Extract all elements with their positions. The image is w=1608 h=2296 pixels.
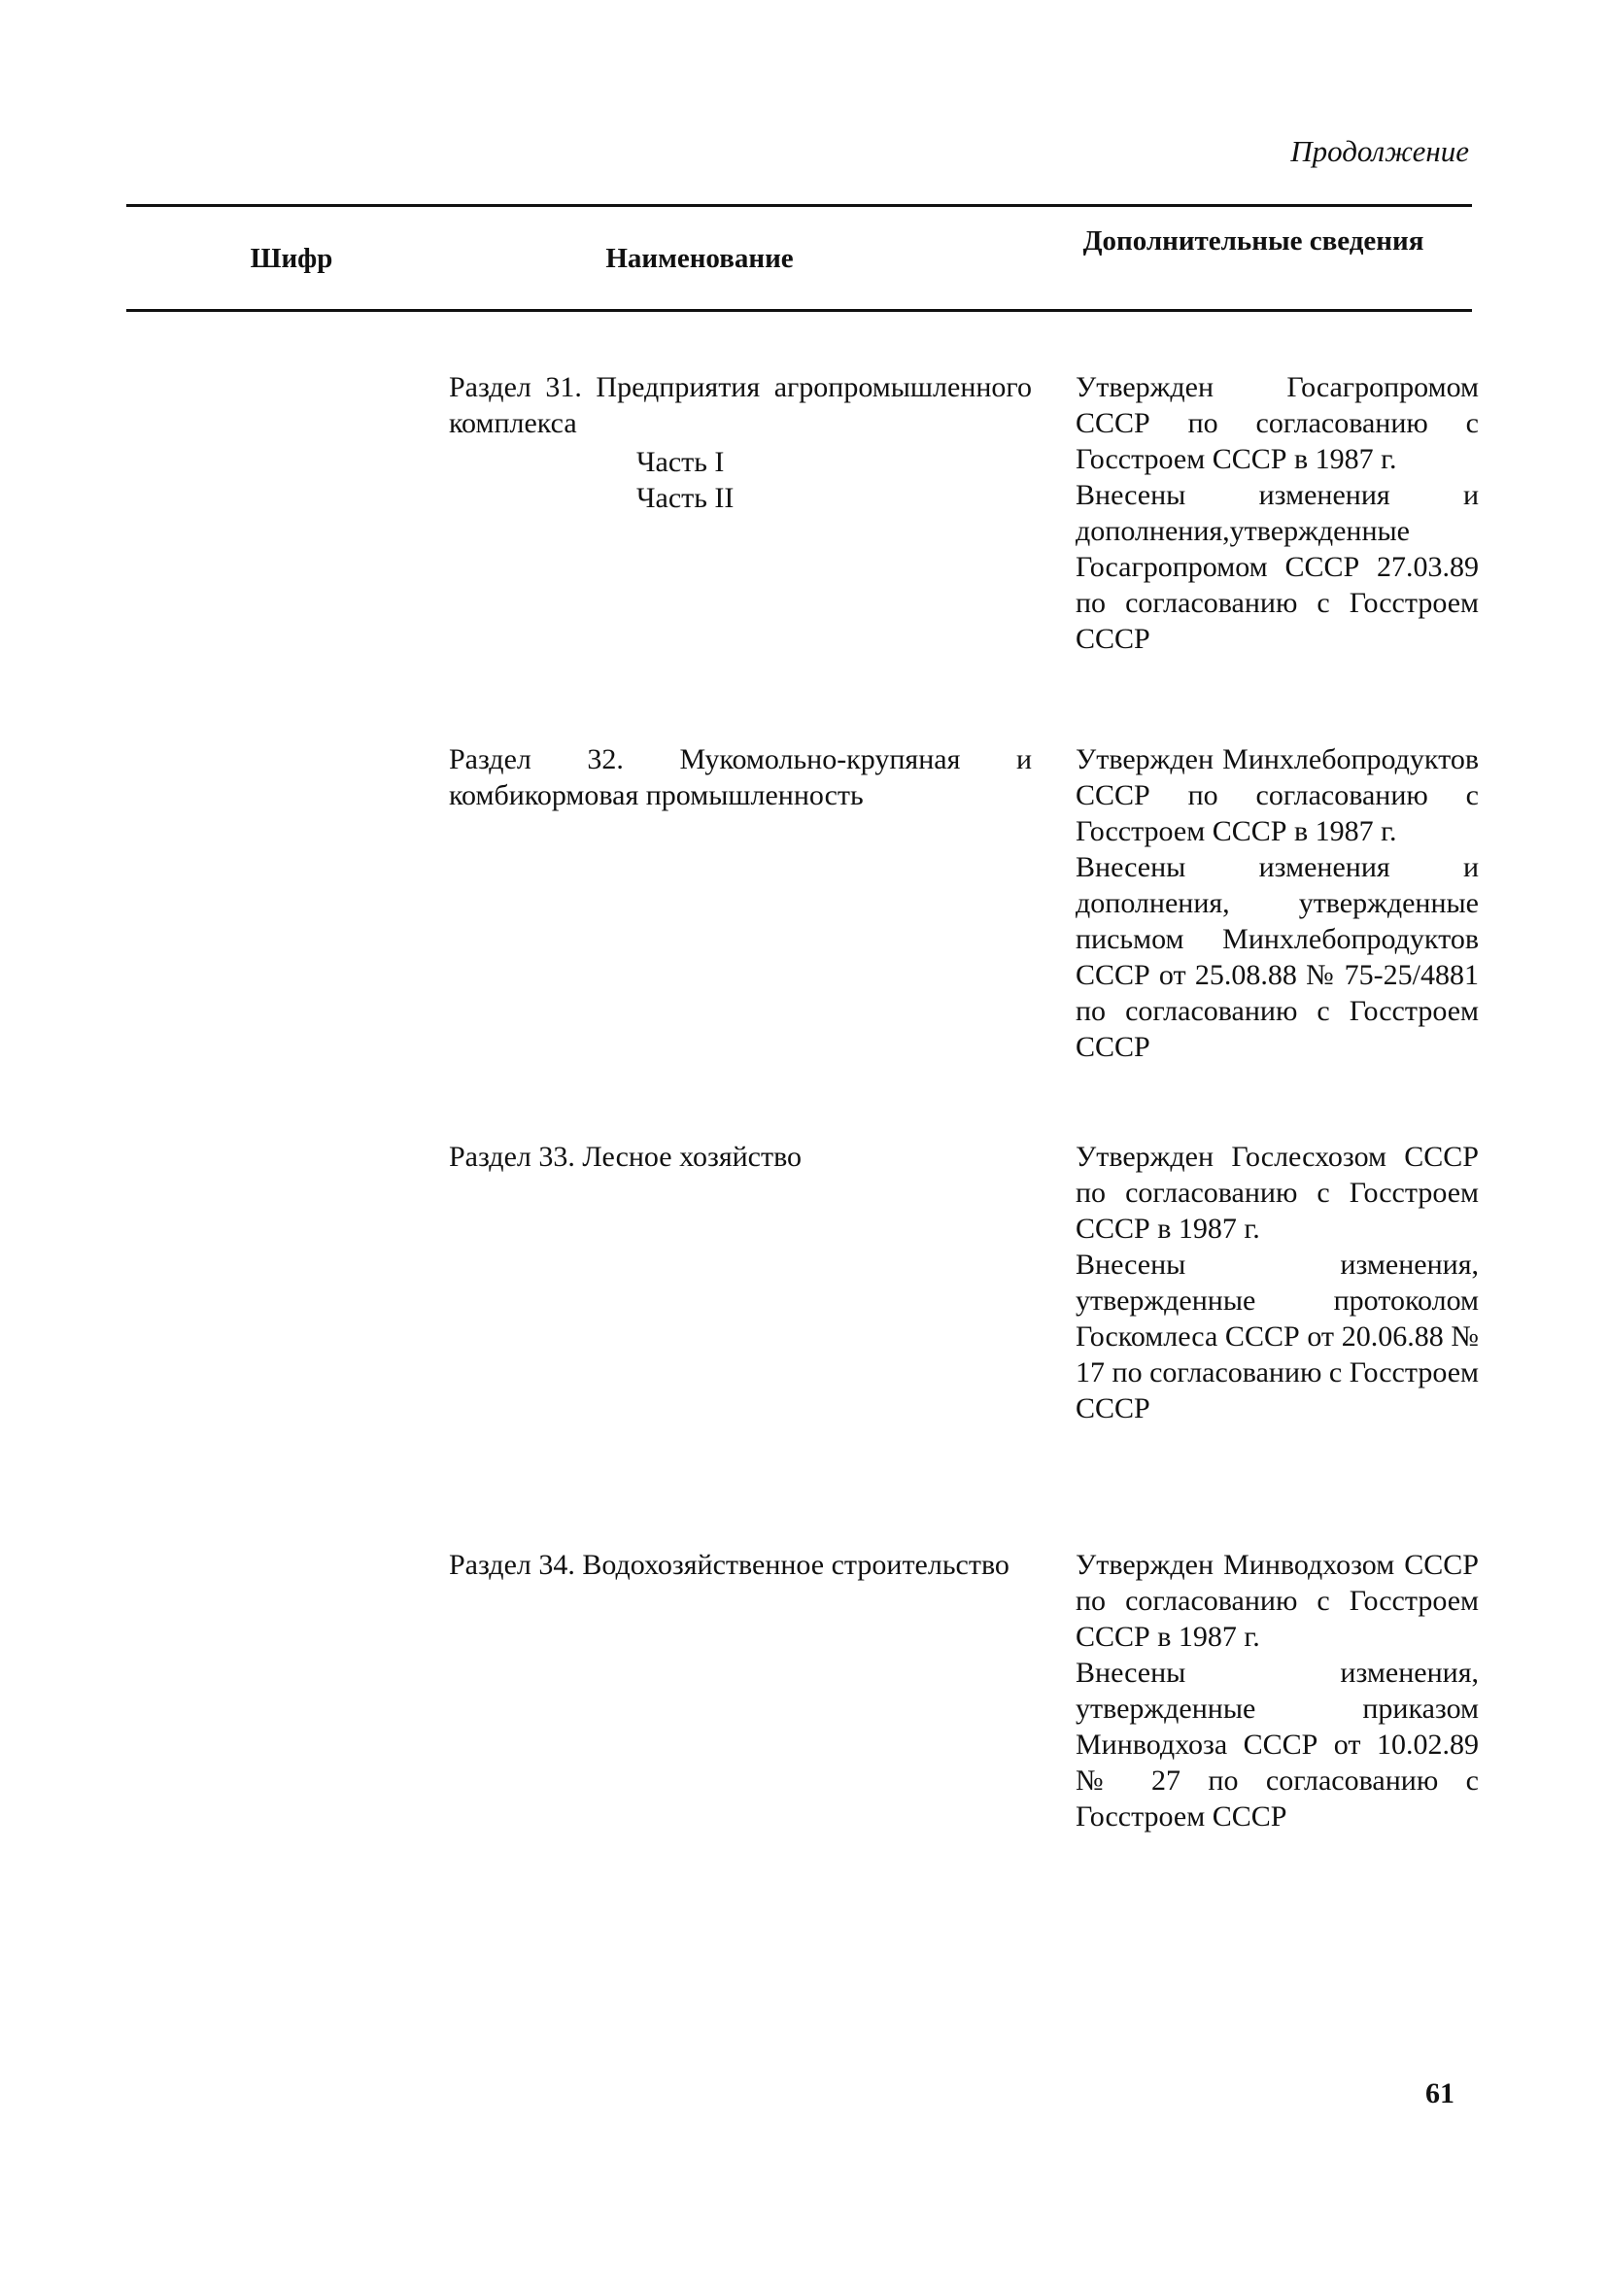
entry-amendments: Внесены изменения и дополнения,утвержденные Госагропромом СССР 27.03.89 по согласованию с Госстроем СССР bbox=[1076, 479, 1479, 655]
entry-part: Часть I bbox=[636, 446, 725, 478]
entry-amendments: Внесены изменения и дополнения, утвержденные письмом Минхлебопродуктов СССР от 25.08.88 № 75-25/4881 по согласованию с Госстроем СССР bbox=[1076, 851, 1479, 1063]
entry-approved: Утвержден Госагропромом СССР по согласованию с Госстроем СССР в 1987 г. bbox=[1076, 371, 1479, 475]
entry-amendments: Внесены изменения, утвержденные протоколом Госкомлеса СССР от 20.06.88 № 17 по согласованию с Госстроем СССР bbox=[1076, 1249, 1479, 1424]
entry-approved: Утвержден Гослесхозом СССР по согласованию с Госстроем СССР в 1987 г. bbox=[1076, 1141, 1479, 1245]
column-header-code: Шифр bbox=[250, 243, 333, 274]
entry-info-cell bbox=[1076, 369, 1479, 657]
continuation-label: Продолжение bbox=[1290, 134, 1469, 168]
table-top-rule bbox=[126, 204, 1472, 207]
entry-info-cell bbox=[1076, 1139, 1479, 1426]
entry-name-cell bbox=[449, 1547, 1032, 1583]
entry-info-cell bbox=[1076, 741, 1479, 1065]
entry-parts bbox=[449, 444, 1032, 516]
entry-approved: Утвержден Минхлебопродуктов СССР по согласованию с Госстроем СССР в 1987 г. bbox=[1076, 743, 1479, 847]
entry-name: Раздел 33. Лесное хозяйство bbox=[449, 1141, 803, 1173]
entry-name: Раздел 34. Водохозяйственное строительство bbox=[449, 1549, 1009, 1581]
page-number: 61 bbox=[1425, 2077, 1454, 2109]
entry-part: Часть II bbox=[636, 482, 735, 514]
entry-name-cell bbox=[449, 369, 1032, 516]
entry-info-cell bbox=[1076, 1547, 1479, 1834]
entry-name-cell bbox=[449, 741, 1032, 813]
entry-name: Раздел 32. Мукомольно-крупяная и комбикормовая промышленность bbox=[449, 743, 1032, 811]
table-header-rule bbox=[126, 309, 1472, 312]
column-header-info: Дополнительные сведения bbox=[1082, 225, 1424, 257]
entry-amendments: Внесены изменения, утвержденные приказом Минводхоза СССР от 10.02.89 № 27 по согласованию с Госстроем СССР bbox=[1076, 1657, 1479, 1833]
entry-name: Раздел 31. Предприятия агропромышленного комплекса bbox=[449, 371, 1032, 439]
entry-approved: Утвержден Минводхозом СССР по согласованию с Госстроем СССР в 1987 г. bbox=[1076, 1549, 1479, 1653]
column-header-name: Наименование bbox=[605, 243, 794, 274]
entry-name-cell bbox=[449, 1139, 1032, 1175]
